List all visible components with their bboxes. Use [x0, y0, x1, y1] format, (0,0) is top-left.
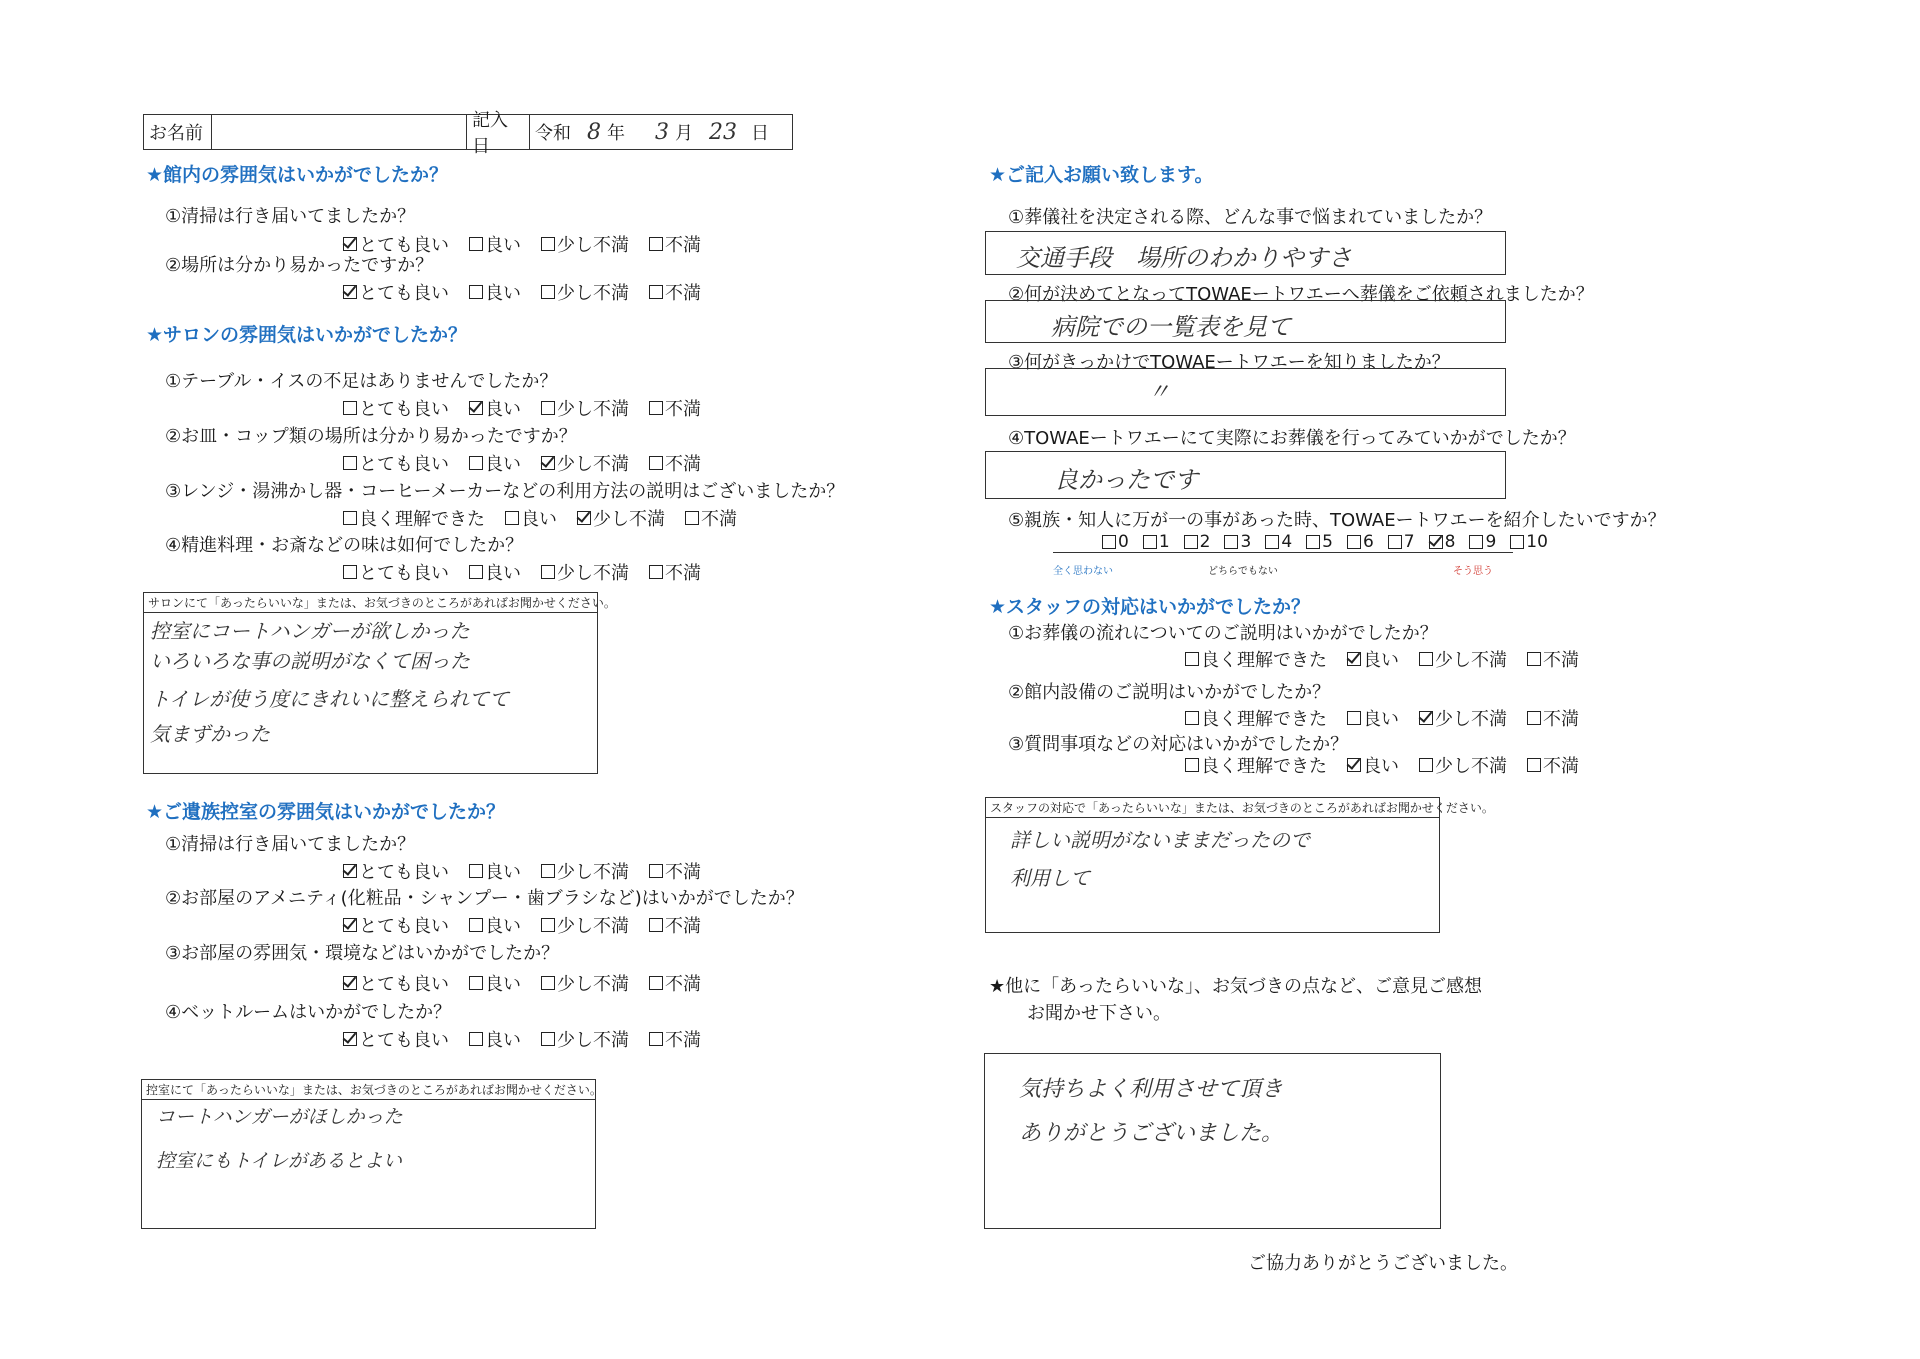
request-a4-text: 良かったです: [1054, 466, 1198, 494]
option-slightly-unsat[interactable]: 少し不満: [541, 1026, 629, 1052]
checkbox-icon[interactable]: [469, 237, 483, 251]
salon-comment-line: いろいろな事の説明がなくて困った: [150, 649, 470, 673]
section-hall-title: ★館内の雰囲気はいかがでしたか？: [146, 164, 449, 186]
checkbox-icon[interactable]: [649, 976, 663, 990]
option-very-good[interactable]: とても良い: [343, 450, 449, 476]
checkbox-icon[interactable]: [541, 237, 555, 251]
family-comment-box[interactable]: [141, 1079, 602, 1229]
scale-option-label: 10: [1526, 532, 1548, 552]
era: 令和: [535, 123, 571, 144]
checkbox-icon[interactable]: [505, 511, 519, 525]
checkbox-icon[interactable]: [1510, 535, 1524, 549]
option-unsat[interactable]: 不満: [649, 970, 701, 996]
option-slightly-unsat[interactable]: 少し不満: [1419, 646, 1507, 672]
hall-q2-options: [343, 279, 721, 305]
staff-comment-line: 詳しい説明がないままだったので: [1010, 828, 1310, 852]
checkbox-icon[interactable]: [541, 285, 555, 299]
name-label: お名前: [144, 115, 212, 149]
checkbox-icon[interactable]: [1388, 535, 1402, 549]
checkbox-icon[interactable]: [541, 456, 555, 470]
salon-q2: ②お皿・コップ類の場所は分かり易かったですか？: [165, 426, 577, 447]
checkbox-icon[interactable]: [469, 401, 483, 415]
option-good[interactable]: 良い: [469, 450, 521, 476]
scale-option[interactable]: [1388, 532, 1415, 552]
checkbox-icon[interactable]: [343, 1032, 357, 1046]
staff-comment-caption: スタッフの対応で「あったらいいな」または、お気づきのところがあればお聞かせください。: [986, 798, 1439, 818]
checkbox-icon[interactable]: [343, 864, 357, 878]
checkbox-icon[interactable]: [649, 401, 663, 415]
option-slightly-unsat[interactable]: 少し不満: [541, 450, 629, 476]
checkbox-icon[interactable]: [1185, 652, 1199, 666]
scale-option[interactable]: [1184, 532, 1211, 552]
checkbox-icon[interactable]: [469, 976, 483, 990]
option-slightly-unsat[interactable]: 少し不満: [577, 505, 665, 531]
request-a1-box[interactable]: [985, 231, 1506, 275]
salon-q2-options: [343, 450, 721, 476]
checkbox-icon[interactable]: [343, 285, 357, 299]
checkbox-icon[interactable]: [1527, 652, 1541, 666]
staff-q3: ③質問事項などの対応はいかがでしたか？: [1008, 734, 1349, 755]
date-label: 記入日: [467, 115, 530, 149]
other-comments-title: ★他に「あったらいいな」、お気づきの点など、ご意見ご感想: [989, 976, 1482, 997]
scale-left-label: 全く思わない: [1053, 566, 1113, 577]
request-q4: ④TOWAEートワエーにて実際にお葬儀を行ってみていかがでしたか？: [1008, 428, 1576, 449]
salon-comment-caption: サロンにて「あったらいいな」または、お気づきのところがあればお聞かせください。: [144, 593, 597, 613]
salon-q3: ③レンジ・湯沸かし器・コーヒーメーカーなどの利用方法の説明はございましたか？: [165, 481, 845, 502]
option-good[interactable]: 良い: [469, 231, 521, 257]
scale-option[interactable]: [1429, 532, 1456, 552]
checkbox-icon[interactable]: [541, 864, 555, 878]
checkbox-icon[interactable]: [577, 511, 591, 525]
hall-q1: ①清掃は行き届いてましたか？: [165, 206, 416, 227]
year-value: 8: [587, 119, 601, 145]
checkbox-icon[interactable]: [1185, 711, 1199, 725]
recommend-scale: [1102, 532, 1562, 552]
option-unsat[interactable]: 不満: [649, 858, 701, 884]
checkbox-icon[interactable]: [1347, 535, 1361, 549]
month-value: 3: [655, 119, 669, 145]
request-q3: ③何がきっかけでTOWAEートワエーを知りましたか？: [1008, 352, 1450, 373]
checkbox-icon[interactable]: [649, 456, 663, 470]
request-a4-box[interactable]: [985, 451, 1506, 499]
checkbox-icon[interactable]: [469, 918, 483, 932]
option-slightly-unsat[interactable]: 少し不満: [541, 231, 629, 257]
option-unsat[interactable]: 不満: [1527, 646, 1579, 672]
checkbox-icon[interactable]: [1306, 535, 1320, 549]
checkbox-icon[interactable]: [541, 976, 555, 990]
salon-comment-line: 控室にコートハンガーが欲しかった: [150, 619, 470, 643]
checkbox-icon[interactable]: [343, 401, 357, 415]
option-slightly-unsat[interactable]: 少し不満: [541, 395, 629, 421]
other-comment-line: ありがとうございました。: [1019, 1121, 1284, 1146]
checkbox-icon[interactable]: [1347, 758, 1361, 772]
scale-option[interactable]: [1347, 532, 1374, 552]
request-q1: ①葬儀社を決定される際、どんな事で悩まれていましたか？: [1008, 207, 1493, 228]
option-unsat[interactable]: 不満: [649, 279, 701, 305]
scale-option-label: 8: [1444, 532, 1456, 552]
checkbox-icon[interactable]: [649, 565, 663, 579]
family-q2-options: [343, 912, 721, 938]
other-comment-box[interactable]: [984, 1053, 1441, 1229]
family-q3-options: [343, 970, 721, 996]
checkbox-icon[interactable]: [1429, 535, 1443, 549]
option-understood[interactable]: 良く理解できた: [343, 505, 485, 531]
checkbox-icon[interactable]: [1224, 535, 1238, 549]
scale-option-label: 3: [1240, 532, 1252, 552]
checkbox-icon[interactable]: [343, 511, 357, 525]
checkbox-icon[interactable]: [541, 918, 555, 932]
section-request-title: ★ご記入お願い致します。: [989, 164, 1214, 186]
option-good[interactable]: 良い: [469, 279, 521, 305]
option-good[interactable]: 良い: [1347, 646, 1399, 672]
name-field[interactable]: [212, 115, 467, 149]
checkbox-icon[interactable]: [649, 285, 663, 299]
scale-option-label: 2: [1199, 532, 1211, 552]
scale-option[interactable]: [1224, 532, 1251, 552]
checkbox-icon[interactable]: [469, 565, 483, 579]
section-salon-title: ★サロンの雰囲気はいかがでしたか？: [146, 324, 468, 346]
family-q3: ③お部屋の雰囲気・環境などはいかがでしたか？: [165, 943, 560, 964]
option-slightly-unsat[interactable]: 少し不満: [541, 912, 629, 938]
section-staff-title: ★スタッフの対応はいかがでしたか？: [989, 596, 1311, 618]
section-family-room-title: ★ご遺族控室の雰囲気はいかがでしたか？: [146, 801, 506, 823]
checkbox-icon[interactable]: [541, 1032, 555, 1046]
other-comments-subtitle: お聞かせ下さい。: [1027, 1003, 1171, 1024]
request-q5: ⑤親族・知人に万が一の事があった時、TOWAEートワエーを紹介したいですか？: [1008, 510, 1666, 531]
option-slightly-unsat[interactable]: 少し不満: [541, 279, 629, 305]
checkbox-icon[interactable]: [1419, 652, 1433, 666]
checkbox-icon[interactable]: [343, 565, 357, 579]
staff-q2-options: [1185, 705, 1599, 731]
checkbox-icon[interactable]: [1527, 758, 1541, 772]
option-good[interactable]: 良い: [469, 395, 521, 421]
option-unsat[interactable]: 不満: [649, 559, 701, 585]
checkbox-icon[interactable]: [1185, 758, 1199, 772]
checkbox-icon[interactable]: [343, 456, 357, 470]
checkbox-icon[interactable]: [1347, 652, 1361, 666]
checkbox-icon[interactable]: [541, 565, 555, 579]
option-very-good[interactable]: とても良い: [343, 970, 449, 996]
scale-right-label: そう思う: [1453, 566, 1493, 577]
scale-option-label: 9: [1485, 532, 1497, 552]
checkbox-icon[interactable]: [469, 1032, 483, 1046]
option-very-good[interactable]: とても良い: [343, 559, 449, 585]
checkbox-icon[interactable]: [469, 456, 483, 470]
option-very-good[interactable]: とても良い: [343, 395, 449, 421]
option-unsat[interactable]: 不満: [649, 1026, 701, 1052]
checkbox-icon[interactable]: [343, 976, 357, 990]
checkbox-icon[interactable]: [1527, 711, 1541, 725]
name-date-table: [143, 110, 793, 157]
salon-q1: ①テーブル・イスの不足はありませんでしたか？: [165, 371, 558, 392]
other-comment-line: 気持ちよく利用させて頂き: [1019, 1077, 1284, 1102]
checkbox-icon[interactable]: [1102, 535, 1116, 549]
hall-q2: ②場所は分かり易かったですか？: [165, 255, 434, 276]
salon-q4-options: [343, 559, 721, 585]
checkbox-icon[interactable]: [649, 237, 663, 251]
scale-option-label: 0: [1118, 532, 1129, 552]
scale-option[interactable]: [1265, 532, 1292, 552]
scale-option-label: 1: [1158, 532, 1170, 552]
option-very-good[interactable]: とても良い: [343, 231, 449, 257]
salon-q1-options: [343, 395, 721, 421]
option-good[interactable]: 良い: [1347, 752, 1399, 778]
option-good[interactable]: 良い: [469, 858, 521, 884]
family-comment-line: コートハンガーがほしかった: [156, 1106, 403, 1128]
option-unsat[interactable]: 不満: [649, 231, 701, 257]
staff-q1-options: [1185, 646, 1599, 672]
option-unsat[interactable]: 不満: [685, 505, 737, 531]
family-q1: ①清掃は行き届いてましたか？: [165, 834, 416, 855]
staff-q1: ①お葬儀の流れについてのご説明はいかがでしたか？: [1008, 623, 1438, 644]
option-understood[interactable]: 良く理解できた: [1185, 646, 1327, 672]
request-a3-box[interactable]: [985, 368, 1506, 416]
option-slightly-unsat[interactable]: 少し不満: [541, 970, 629, 996]
checkbox-icon[interactable]: [1265, 535, 1279, 549]
checkbox-icon[interactable]: [469, 864, 483, 878]
checkbox-icon[interactable]: [649, 864, 663, 878]
family-q4: ④ベットルームはいかがでしたか？: [165, 1002, 452, 1023]
request-a1-text: 交通手段 場所のわかりやすさ: [1016, 244, 1352, 272]
checkbox-icon[interactable]: [1419, 711, 1433, 725]
staff-q3-options: [1185, 752, 1599, 778]
staff-comment-box[interactable]: [985, 797, 1494, 933]
scale-arrow-line: [1053, 552, 1513, 553]
family-comment-line: 控室にもトイレがあるとよい: [156, 1150, 403, 1172]
request-a2-box[interactable]: [985, 300, 1506, 343]
salon-q4: ④精進料理・お斎などの味は如何でしたか？: [165, 535, 524, 556]
option-very-good[interactable]: とても良い: [343, 1026, 449, 1052]
scale-option-label: 7: [1403, 532, 1415, 552]
staff-q2: ②館内設備のご説明はいかがでしたか？: [1008, 682, 1331, 703]
checkbox-icon[interactable]: [1347, 711, 1361, 725]
option-slightly-unsat[interactable]: 少し不満: [541, 559, 629, 585]
checkbox-icon[interactable]: [1419, 758, 1433, 772]
scale-mid-label: どちらでもない: [1208, 566, 1278, 577]
scale-option-label: 6: [1362, 532, 1374, 552]
family-q4-options: [343, 1026, 721, 1052]
option-understood[interactable]: 良く理解できた: [1185, 752, 1327, 778]
option-slightly-unsat[interactable]: 少し不満: [1419, 705, 1507, 731]
thanks-message: ご協力ありがとうございました。: [1248, 1253, 1518, 1274]
option-unsat[interactable]: 不満: [649, 395, 701, 421]
scale-option[interactable]: [1102, 532, 1129, 552]
checkbox-icon[interactable]: [343, 237, 357, 251]
option-very-good[interactable]: とても良い: [343, 912, 449, 938]
month-unit: 月: [675, 123, 693, 144]
year-unit: 年: [607, 123, 625, 144]
option-good[interactable]: 良い: [469, 559, 521, 585]
salon-q3-options: [343, 505, 757, 531]
option-good[interactable]: 良い: [469, 970, 521, 996]
salon-comment-line: トイレが使う度にきれいに整えられてて: [150, 687, 509, 711]
request-a3-text: 〃: [1148, 380, 1171, 405]
family-q2: ②お部屋のアメニティ(化粧品・シャンプー・歯ブラシなど)はいかがでしたか？: [165, 888, 804, 909]
checkbox-icon[interactable]: [1143, 535, 1157, 549]
checkbox-icon[interactable]: [649, 1032, 663, 1046]
day-unit: 日: [751, 123, 769, 144]
date-field[interactable]: [530, 115, 792, 149]
checkbox-icon[interactable]: [541, 401, 555, 415]
option-very-good[interactable]: とても良い: [343, 858, 449, 884]
checkbox-icon[interactable]: [343, 918, 357, 932]
salon-comment-box[interactable]: [143, 592, 616, 774]
option-unsat[interactable]: 不満: [649, 912, 701, 938]
option-unsat[interactable]: 不満: [1527, 705, 1579, 731]
scale-option[interactable]: [1510, 532, 1548, 552]
checkbox-icon[interactable]: [1469, 535, 1483, 549]
scale-option-label: 5: [1322, 532, 1333, 552]
salon-comment-line: 気まずかった: [150, 722, 270, 746]
option-good[interactable]: 良い: [469, 1026, 521, 1052]
scale-option-label: 4: [1281, 532, 1293, 552]
request-a2-text: 病院での一覧表を見て: [1051, 313, 1291, 341]
option-good[interactable]: 良い: [469, 912, 521, 938]
option-good[interactable]: 良い: [505, 505, 557, 531]
option-good[interactable]: 良い: [1347, 705, 1399, 731]
day-value: 23: [709, 119, 737, 145]
scale-option[interactable]: [1469, 532, 1496, 552]
family-q1-options: [343, 858, 721, 884]
option-understood[interactable]: 良く理解できた: [1185, 705, 1327, 731]
option-slightly-unsat[interactable]: 少し不満: [1419, 752, 1507, 778]
checkbox-icon[interactable]: [469, 285, 483, 299]
option-unsat[interactable]: 不満: [1527, 752, 1579, 778]
request-q2: ②何が決めてとなってTOWAEートワエーへ葬儀をご依頼されましたか？: [1008, 284, 1594, 305]
scale-option[interactable]: [1306, 532, 1333, 552]
checkbox-icon[interactable]: [1184, 535, 1198, 549]
scale-option[interactable]: [1143, 532, 1170, 552]
option-very-good[interactable]: とても良い: [343, 279, 449, 305]
checkbox-icon[interactable]: [685, 511, 699, 525]
staff-comment-line: 利用して: [1010, 866, 1090, 890]
checkbox-icon[interactable]: [649, 918, 663, 932]
option-slightly-unsat[interactable]: 少し不満: [541, 858, 629, 884]
family-comment-caption: 控室にて「あったらいいな」または、お気づきのところがあればお聞かせください。: [142, 1080, 595, 1100]
option-unsat[interactable]: 不満: [649, 450, 701, 476]
